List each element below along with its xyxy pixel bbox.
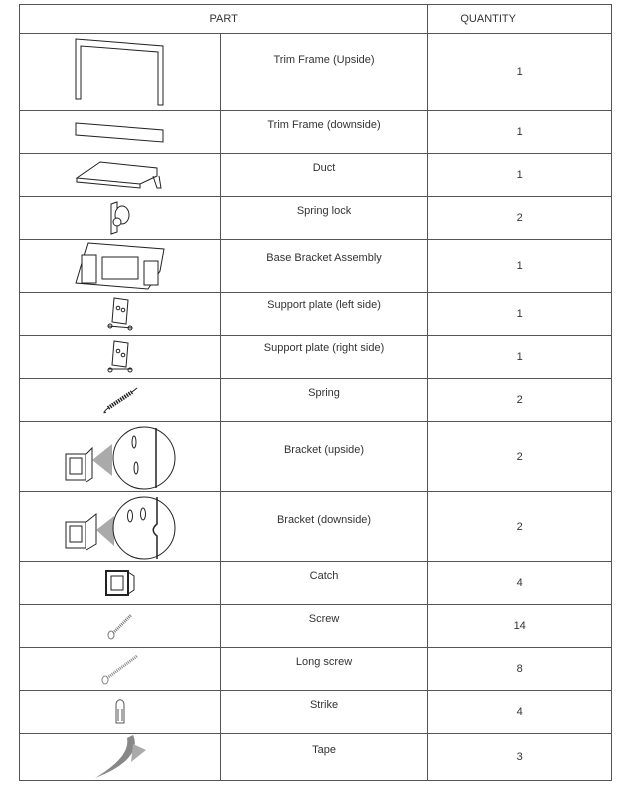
part-quantity: 1 — [428, 154, 612, 197]
part-name: Bracket (upside) — [220, 422, 428, 492]
table-row — [20, 691, 612, 734]
table-row — [20, 34, 612, 111]
table-row — [20, 562, 612, 605]
long-screw-icon — [100, 653, 140, 685]
part-quantity: 14 — [428, 605, 612, 648]
support-plate-right-icon — [106, 339, 134, 375]
part-quantity: 4 — [428, 691, 612, 734]
bracket-downside-icon — [64, 494, 176, 560]
table-row — [20, 379, 612, 422]
part-quantity: 8 — [428, 648, 612, 691]
part-quantity: 1 — [428, 240, 612, 293]
quantity-header: QUANTITY — [428, 5, 612, 34]
trim-frame-upside-icon — [75, 37, 165, 107]
table-row — [20, 111, 612, 154]
strike-icon — [113, 697, 127, 727]
part-name: Strike — [220, 691, 428, 734]
part-quantity: 2 — [428, 197, 612, 240]
screw-icon — [106, 612, 134, 640]
base-bracket-icon — [74, 241, 166, 291]
support-plate-left-icon — [106, 296, 134, 332]
part-name: Catch — [220, 562, 428, 605]
part-name: Support plate (right side) — [220, 336, 428, 379]
part-name: Screw — [220, 605, 428, 648]
table-row — [20, 336, 612, 379]
table-row — [20, 605, 612, 648]
part-name: Long screw — [220, 648, 428, 691]
part-quantity: 4 — [428, 562, 612, 605]
part-name: Spring — [220, 379, 428, 422]
duct-icon — [75, 158, 165, 192]
part-name: Trim Frame (Upside) — [220, 34, 428, 111]
part-quantity: 2 — [428, 422, 612, 492]
table-row — [20, 154, 612, 197]
part-quantity: 1 — [428, 293, 612, 336]
table-row — [20, 293, 612, 336]
part-name: Trim Frame (downside) — [220, 111, 428, 154]
bracket-upside-icon — [64, 424, 176, 490]
part-quantity: 1 — [428, 336, 612, 379]
spring-lock-icon — [107, 200, 133, 236]
tape-icon — [91, 734, 149, 780]
part-name: Bracket (downside) — [220, 492, 428, 562]
table-row — [20, 422, 612, 492]
part-quantity: 1 — [428, 111, 612, 154]
part-quantity: 1 — [428, 34, 612, 111]
trim-frame-downside-icon — [75, 121, 165, 143]
table-row — [20, 492, 612, 562]
table-row — [20, 648, 612, 691]
spring-icon — [100, 386, 140, 414]
part-quantity: 2 — [428, 492, 612, 562]
table-row — [20, 734, 612, 781]
part-name: Tape — [220, 734, 428, 781]
catch-icon — [104, 568, 136, 598]
parts-table — [19, 4, 612, 781]
part-name: Spring lock — [220, 197, 428, 240]
part-name: Base Bracket Assembly — [220, 240, 428, 293]
part-name: Support plate (left side) — [220, 293, 428, 336]
part-name: Duct — [220, 154, 428, 197]
part-quantity: 3 — [428, 734, 612, 781]
header-row — [20, 5, 612, 34]
table-row — [20, 197, 612, 240]
part-header: PART — [20, 5, 428, 34]
part-quantity: 2 — [428, 379, 612, 422]
table-row — [20, 240, 612, 293]
